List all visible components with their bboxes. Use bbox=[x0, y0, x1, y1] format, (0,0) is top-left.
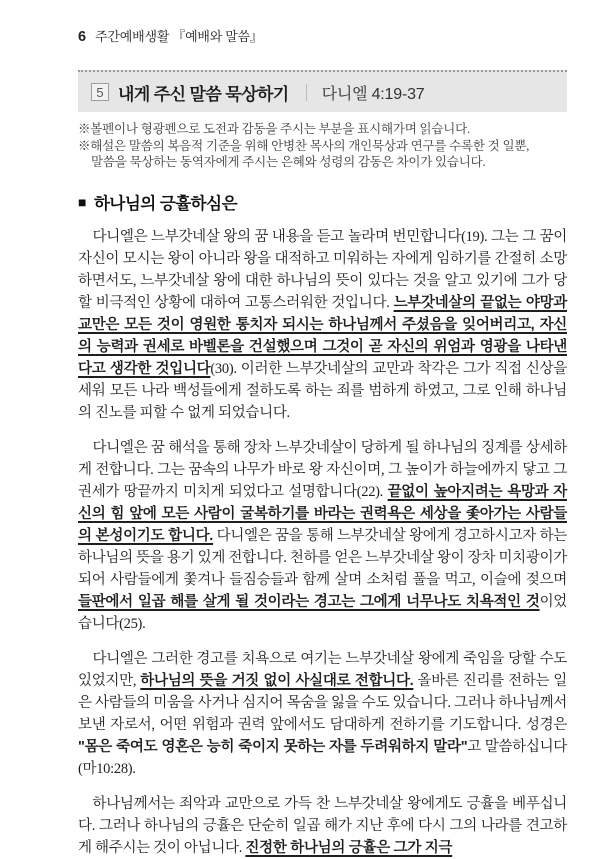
emphasis-run: 들판에서 일곱 해를 살게 될 것이라는 경고는 그에게 너무나도 치욕적인 것 bbox=[78, 593, 540, 610]
scripture-reference: 다니엘 4:19-37 bbox=[321, 85, 425, 103]
emphasis-run: 끝없이 높아지려는 욕망과 자신의 힘 앞에 모든 사람이 굴복하기를 바라는 권력욕은 세상을 좇아가는 사람들의 본성이기도 합니다. bbox=[78, 483, 568, 544]
page-header bbox=[78, 26, 567, 45]
paragraph bbox=[78, 226, 567, 424]
emphasis-run: "몸은 죽여도 영혼은 능히 죽이지 못하는 자를 두려워하지 말라" bbox=[78, 738, 468, 755]
text-run: 다니엘은 그러한 경고를 치욕으로 여기는 느부갓네살 왕에게 죽임을 당할 수도 있었지만, bbox=[78, 650, 567, 689]
reading-notes bbox=[78, 121, 567, 171]
page-number: 6 bbox=[78, 29, 87, 45]
paragraph bbox=[78, 648, 567, 780]
note-line: ※해설은 말씀의 복음적 기준을 위해 안병찬 목사의 개인묵상과 연구를 수록한 것 일뿐, bbox=[78, 138, 530, 153]
emphasis-run: 진정한 하나님의 긍휼은 그가 지극 bbox=[245, 839, 453, 856]
section-heading bbox=[78, 190, 567, 214]
emphasis-run: 하나님의 뜻을 거짓 없이 사실대로 전합니다. bbox=[140, 672, 414, 689]
square-bullet-icon: ■ bbox=[78, 193, 86, 210]
text-run: 고 말씀하십니다(마10:28). bbox=[78, 738, 567, 777]
body-text bbox=[78, 226, 567, 859]
vertical-divider bbox=[306, 84, 307, 101]
text-run: 올바른 진리를 전하는 일은 사람들의 미움을 사거나 심지어 목숨을 잃을 수도 있습니다. 그러나 하나님께서 보낸 자로서, 어떤 위험과 권력 앞에서도 담대하게 전하기를 기도합니다. 성경은 bbox=[78, 672, 567, 733]
lesson-number-badge: 5 bbox=[91, 83, 109, 101]
lesson-title: 내게 주신 말씀 묵상하기 bbox=[118, 84, 289, 104]
lesson-title-box bbox=[78, 70, 567, 112]
note-line: 말씀을 묵상하는 동역자에게 주시는 은혜와 성령의 감동은 차이가 있습니다. bbox=[91, 155, 486, 169]
text-run: (30). 이러한 느부갓네살의 교만과 착각은 그가 직접 신상을 세워 모든 나라 백성들에게 절하도록 하는 죄를 범하게 하였고, 그로 인해 하나님의 진노를 피할 수 없게 되었습니다. bbox=[78, 360, 567, 421]
text-run: 이었습니다(25). bbox=[78, 593, 567, 632]
text-run: 다니엘은 꿈 해석을 통해 장차 느부갓네살이 당하게 될 하나님의 징계를 상세하게 전합니다. 그는 꿈속의 나무가 바로 왕 자신이며, 그 높이가 하늘에까지 닿고 그 권세가 땅끝까지 미치게 되었다고 설명합니다(22). bbox=[78, 439, 567, 500]
emphasis-run: 느부갓네살의 끝없는 야망과 교만은 모든 것이 영원한 통치자 되시는 하나님께서 주셨음을 잊어버리고, 자신의 능력과 권세로 바벨론을 건설했으며 그것이 곧 자신의 위엄과 영광을 나타낸다고 생각한 것입니다 bbox=[78, 294, 567, 377]
text-run: 하나님께서는 죄악과 교만으로 가득 찬 느부갓네살 왕에게도 긍휼을 베푸십니다. 그러나 하나님의 긍휼은 단순히 일곱 해가 지난 후에 다시 그의 나라를 견고하게 해주시는 것이 아닙니다. bbox=[78, 795, 567, 856]
paragraph bbox=[78, 793, 567, 859]
paragraph bbox=[78, 437, 567, 635]
note-line: ※볼펜이나 형광펜으로 도전과 감동을 주시는 부분을 표시해가며 읽습니다. bbox=[78, 122, 470, 136]
text-run: 다니엘은 꿈을 통해 느부갓네살 왕에게 경고하시고자 하는 하나님의 뜻을 용기 있게 전합니다. 천하를 얻은 느부갓네살 왕이 장차 미치광이가 되어 사람들에게 쫓겨나 들짐승들과 함께 살며 소처럼 풀을 먹고, 이슬에 젖으며 bbox=[78, 527, 567, 588]
page-header-title: 주간예배생활 『예배와 말씀』 bbox=[95, 29, 263, 44]
section-heading-label: 하나님의 긍휼하심은 bbox=[93, 194, 238, 213]
text-run: 다니엘은 느부갓네살 왕의 꿈 내용을 듣고 놀라며 번민합니다(19). 그는 그 꿈이 자신이 모시는 왕이 아니라 왕을 대적하고 미워하는 자에게 임하기를 간절히 소망하면서도, 느부갓네살 왕에 대한 하나님의 뜻이 있다는 것을 알고 있기에 그가 당할 비극적인 상황에 대하여 고통스러워한 것입니다. bbox=[78, 228, 567, 311]
